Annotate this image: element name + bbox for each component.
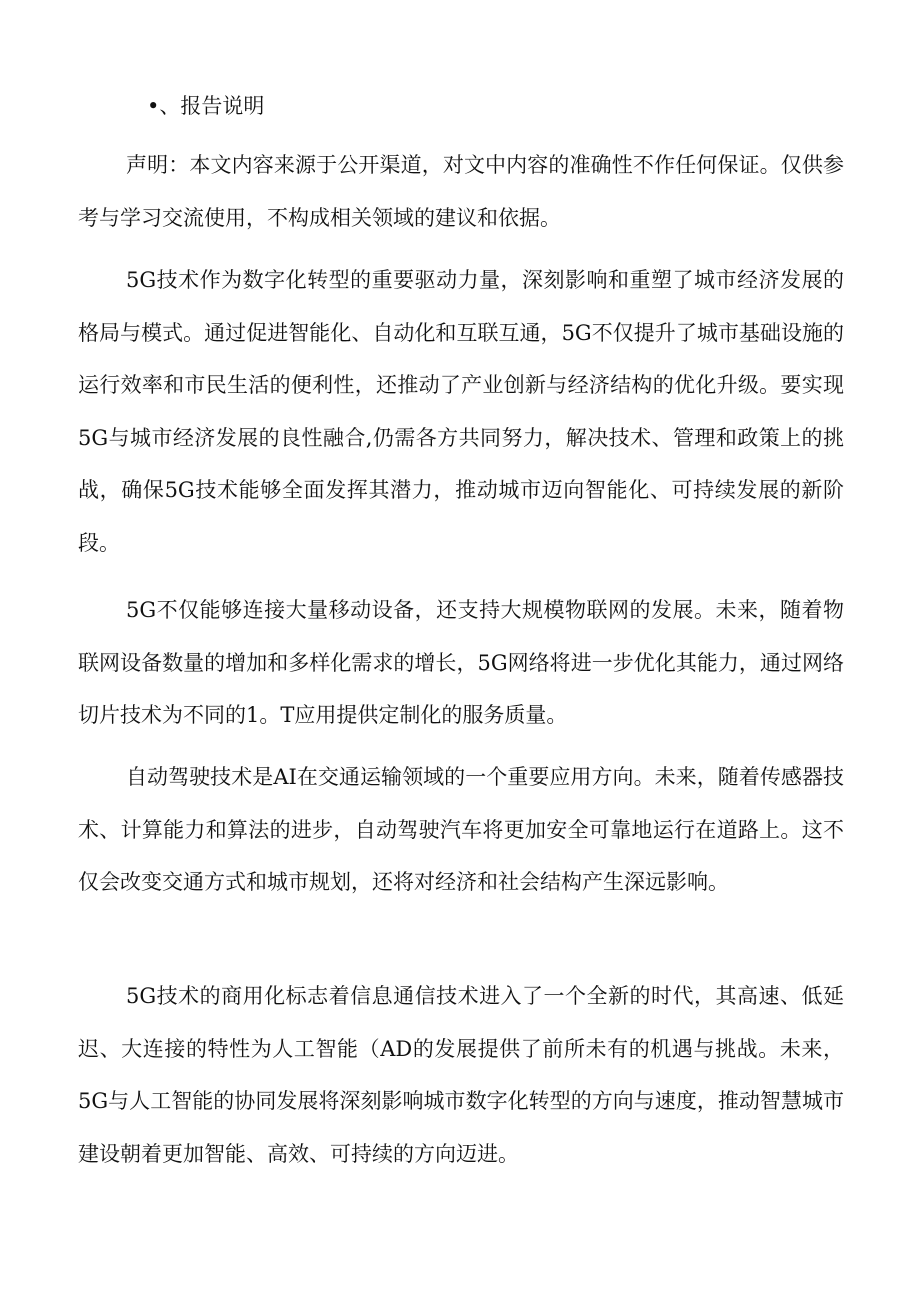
body-paragraph-autonomous-driving: 自动驾驶技术是AI在交通运输领域的一个重要应用方向。未来，随着传感器技术、计算能力和算法的进步，自动驾驶汽车将更加安全可靠地运行在道路上。这不仅会改变交通方式和城市规划，还将对经济和社会结构产生深远影响。: [78, 765, 844, 894]
body-paragraph-iot: 5G不仅能够连接大量移动设备，还支持大规模物联网的发展。未来，随着物联网设备数量的增加和多样化需求的增长，5G网络将进一步优化其能力，通过网络切片技术为不同的1。T应用提供定制化的服务质量。: [78, 598, 844, 727]
body-paragraph-5g-transformation: 5G技术作为数字化转型的重要驱动力量，深刻影响和重塑了城市经济发展的格局与模式。通过促进智能化、自动化和互联互通，5G不仅提升了城市基础设施的运行效率和市民生活的便利性，还推动了产业创新与经济结构的优化升级。要实现5G与城市经济发展的良性融合,仍需各方共同努力，解决技术、管理和政策上的挑战，确保5G技术能够全面发挥其潜力，推动城市迈向智能化、可持续发展的新阶段。: [78, 268, 844, 555]
disclaimer-paragraph: 声明：本文内容来源于公开渠道，对文中内容的准确性不作任何保证。仅供参考与学习交流使用，不构成相关领域的建议和依据。: [78, 153, 844, 230]
body-paragraph-5g-ai: 5G技术的商用化标志着信息通信技术进入了一个全新的时代，其高速、低延迟、大连接的特性为人工智能（AD的发展提供了前所未有的机遇与挑战。未来，5G与人工智能的协同发展将深刻影响城市数字化转型的方向与速度，推动智慧城市建设朝着更加智能、高效、可持续的方向迈进。: [78, 984, 844, 1166]
section-heading: •、报告说明: [147, 94, 265, 118]
